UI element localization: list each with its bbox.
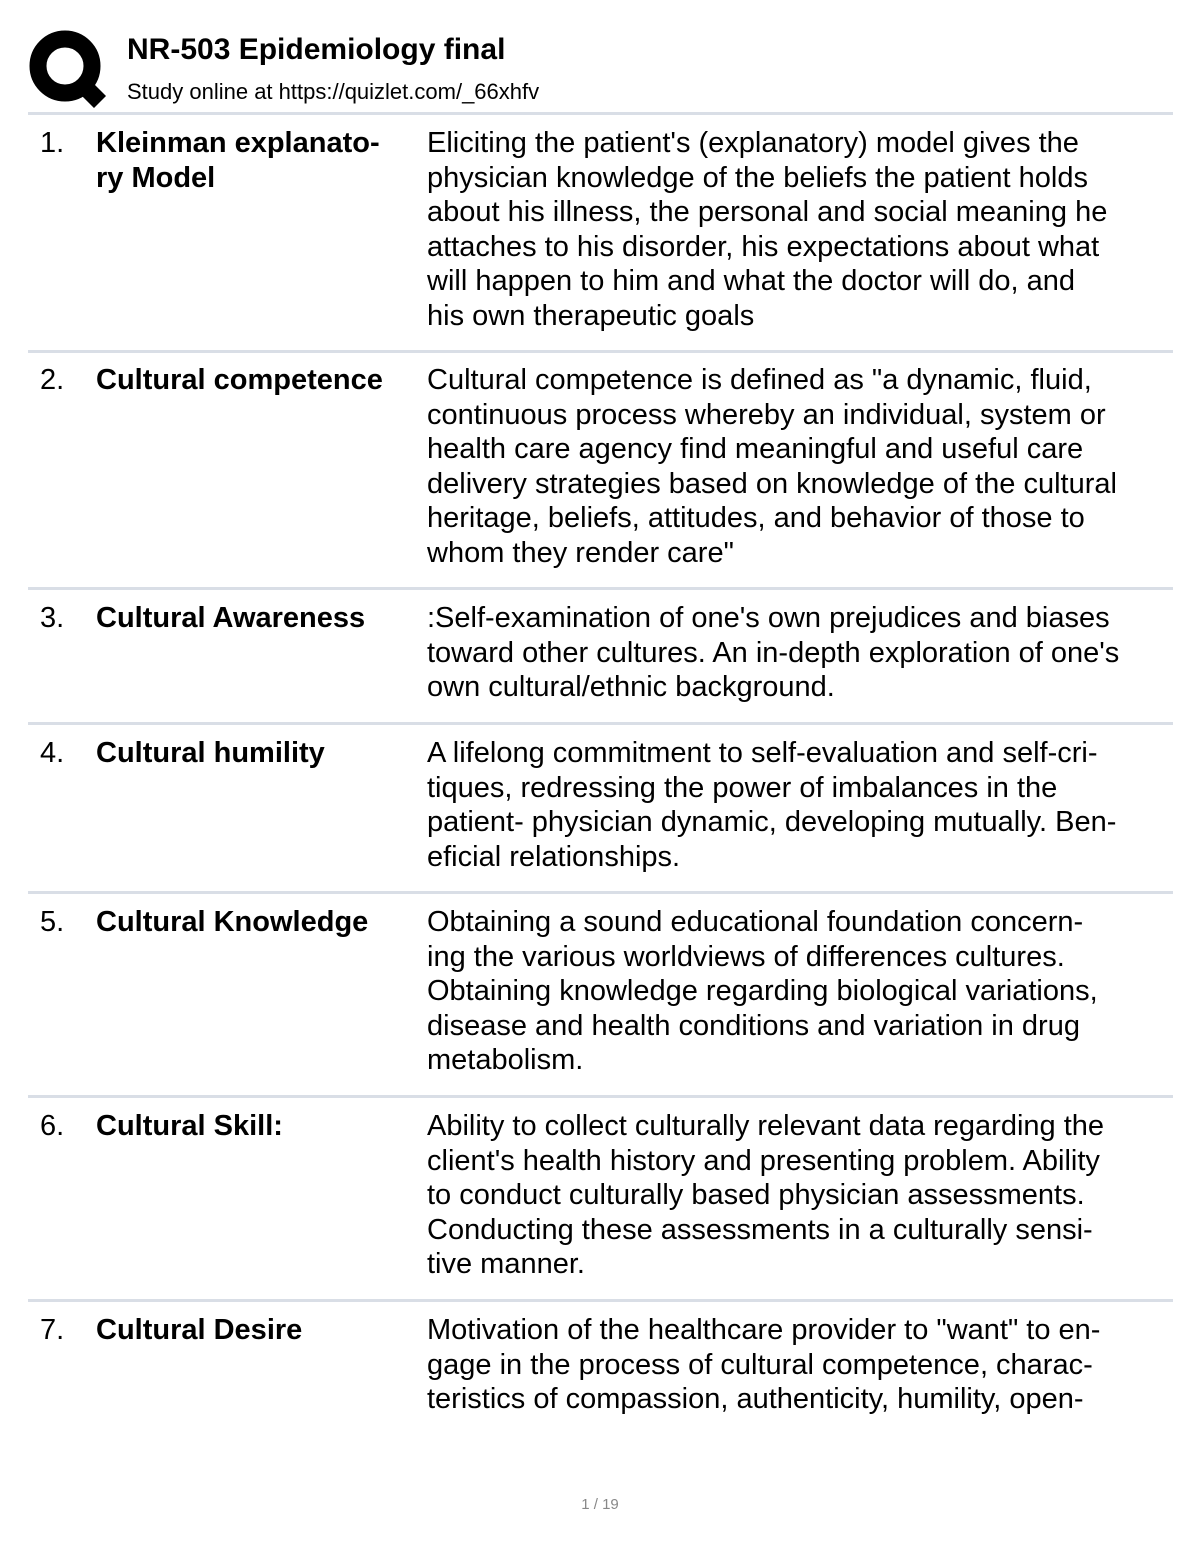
page-header: [28, 28, 1173, 110]
card-definition: Obtaining a sound educational foundation concern- ing the various worldviews of differences cultures. Obtaining knowledge regarding biological variations, disease and health conditions and variation in drug metabolism.: [427, 906, 1098, 1076]
divider: [28, 350, 1173, 353]
quizlet-logo-icon: [28, 28, 108, 108]
card-definition: Ability to collect culturally relevant data regarding the client's health history and presenting problem. Ability to conduct culturally based physician assessments. Conducting these assessments in a culturally sensi- tive manner.: [427, 1110, 1105, 1280]
card-definition: Cultural competence is defined as "a dynamic, fluid, continuous process whereby an individual, system or health care agency find meaningful and useful care delivery strategies based on knowledge of the cultural heritage, beliefs, attitudes, and behavior of those to whom they render care": [427, 364, 1117, 569]
card-number: 1.: [40, 127, 65, 159]
divider: [28, 1095, 1173, 1098]
card-definition: Motivation of the healthcare provider to "want" to en- gage in the process of cultural competence, charac- teristics of compassion, authenticity, humility, open-: [427, 1314, 1101, 1415]
card-term: Cultural Awareness: [96, 602, 366, 634]
divider: [28, 1299, 1173, 1302]
divider: [28, 587, 1173, 590]
divider: [28, 112, 1173, 115]
card-term: Cultural Desire: [96, 1314, 303, 1346]
card-definition: Eliciting the patient's (explanatory) model gives the physician knowledge of the beliefs the patient holds about his illness, the personal and social meaning he attaches to his disorder, his expectations about what will happen to him and what the doctor will do, and his own therapeutic goals: [427, 127, 1108, 332]
card-term: Cultural Knowledge: [96, 906, 369, 938]
card-number: 3.: [40, 602, 65, 634]
card-term: Cultural humility: [96, 737, 325, 769]
divider: [28, 891, 1173, 894]
card-number: 2.: [40, 364, 65, 396]
card-number: 6.: [40, 1110, 65, 1142]
card-term: Kleinman explanato- ry Model: [96, 127, 380, 194]
page-number: 1 / 19: [581, 1496, 619, 1513]
card-number: 4.: [40, 737, 65, 769]
document-title: NR-503 Epidemiology final: [127, 33, 506, 66]
card-term: Cultural Skill:: [96, 1110, 283, 1142]
card-number: 7.: [40, 1314, 65, 1346]
card-number: 5.: [40, 906, 65, 938]
card-term: Cultural competence: [96, 364, 383, 396]
divider: [28, 722, 1173, 725]
card-definition: :Self-examination of one's own prejudices and biases toward other cultures. An in-depth exploration of one's own cultural/ethnic background.: [427, 602, 1120, 703]
card-definition: A lifelong commitment to self-evaluation and self-cri- tiques, redressing the power of imbalances in the patient- physician dynamic, developing mutually. Ben- eficial relationships.: [427, 737, 1117, 873]
study-online-link-text: Study online at https://quizlet.com/_66xhfv: [127, 79, 540, 104]
